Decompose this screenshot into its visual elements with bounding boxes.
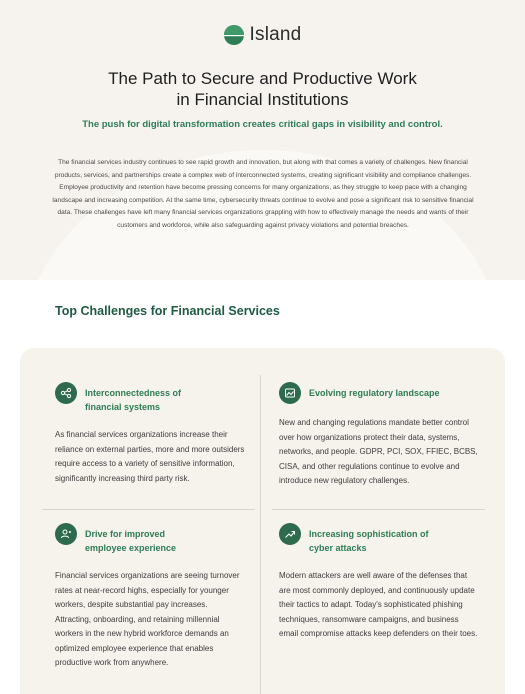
panel-divider-right [272,509,485,510]
card-title-line: Interconnectedness of [85,388,182,398]
card-title-line: Increasing sophistication of [309,529,429,539]
regulation-icon [279,382,301,404]
network-icon [55,382,77,404]
page-subtitle: The push for digital transformation creates critical gaps in visibility and control. [82,119,443,130]
card-title [309,382,440,400]
panel-divider-vertical [260,375,261,694]
employee-icon [55,523,77,545]
island-logo-icon [224,25,244,45]
card-title-line: financial systems [85,402,161,412]
trend-up-icon [279,523,301,545]
brand-name: Island [249,24,302,45]
card-body: New and changing regulations mandate better control over how organizations protect their data, systems, networks, and people. GDPR, PCI, SOX, FFIEC, BCBS, CISA, and other regulations continue to evolve and introduce new regulatory challenges. [279,418,478,485]
card-title [309,523,429,555]
challenge-card-employee-experience [55,523,245,671]
page-title-line-2: in Financial Institutions [176,90,349,109]
card-title [85,382,181,414]
challenge-card-regulatory [279,382,479,489]
page-title [0,68,525,110]
challenge-card-interconnectedness [55,382,245,486]
card-title-line: employee experience [85,543,177,553]
panel-divider-left [42,509,255,510]
card-body: Financial services organizations are seeing turnover rates at near-record highs, especially for younger workers, despite substantial pay increases. Attracting, onboarding, and retaining millennial workers in the new hybrid workforce demands an optimized employee experience that enables productive work from anywhere. [55,571,240,667]
intro-paragraph: The financial services industry continues to see rapid growth and innovation, but along with that comes a variety of challenges. New financial products, services, and partnerships create a complex web of interconnected systems, creating significant visibility and compliance challenges. Employee productivity and retention have become pressing concerns for many organizations, as they struggle to keep pace with a changing landscape and increasing competition. At the same time, cybersecurity threats continue to evolve and pose a significant risk to sensitive financial data. These challenges have left many financial services organizations grappling with how to effectively manage the needs and wants of their customers and workforce, while also safeguarding against privacy violations and potential breaches. [52,159,474,229]
card-title-line: cyber attacks [309,543,367,553]
card-title [85,523,176,555]
card-body: As financial services organizations increase their reliance on external parties, more and more outsiders require access to a variety of sensitive information, significantly increasing third party risk. [55,430,245,483]
card-title-line: Evolving regulatory landscape [309,388,440,398]
logo[interactable] [0,24,525,46]
card-body: Modern attackers are well aware of the defenses that are most commonly deployed, and continuously update their tactics to adapt. Today's sophisticated phishing techniques, ransomware campaigns, and business email compromise attacks keep defenders on their toes. [279,571,478,638]
challenge-card-cyber-attacks [279,523,479,642]
card-title-line: Drive for improved [85,529,166,539]
page-title-line-1: The Path to Secure and Productive Work [108,69,417,88]
section-title: Top Challenges for Financial Services [55,304,280,318]
